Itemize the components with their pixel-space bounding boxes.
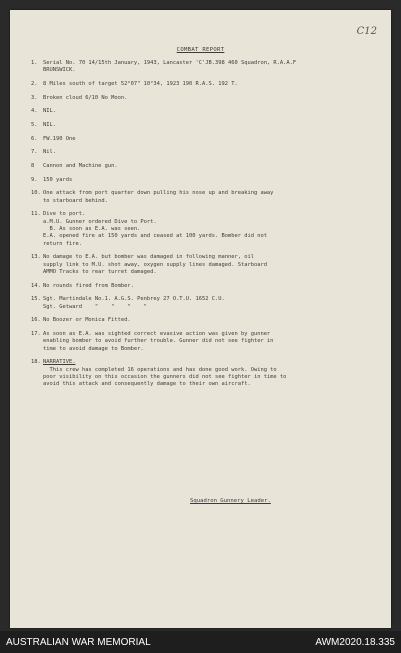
item-number: 8 bbox=[31, 163, 35, 170]
item-number: 10. bbox=[31, 190, 41, 197]
item-number: 3. bbox=[31, 94, 38, 101]
item-heading: NARRATIVE. bbox=[43, 359, 76, 366]
item-number: 11. bbox=[31, 211, 41, 218]
report-item bbox=[31, 331, 377, 353]
footer-bar bbox=[0, 631, 401, 653]
item-line: E.A. opened fire at 150 yards and ceased at 100 yards. Bomber did not bbox=[43, 233, 267, 240]
item-text bbox=[43, 81, 377, 88]
item-line: a.M.U. Gunner ordered Dive to Port. bbox=[43, 218, 157, 225]
item-text bbox=[43, 331, 377, 353]
item-line: Dive to port. bbox=[43, 211, 86, 218]
report-item bbox=[31, 136, 377, 143]
item-line: 150 yards bbox=[43, 176, 73, 183]
item-text bbox=[43, 108, 377, 115]
report-item bbox=[31, 122, 377, 129]
item-number: 4. bbox=[31, 108, 38, 115]
item-line: time to avoid damage to Bomber. bbox=[43, 345, 144, 352]
item-number: 5. bbox=[31, 122, 38, 129]
item-number: 1. bbox=[31, 60, 38, 66]
item-text bbox=[43, 254, 377, 276]
item-line: to starboard behind. bbox=[43, 197, 108, 204]
item-line: FW.190 One bbox=[43, 135, 76, 142]
report-item bbox=[31, 163, 377, 170]
item-text bbox=[43, 359, 377, 388]
item-line: return fire. bbox=[43, 240, 82, 247]
item-line: AMMO Tracks to rear turret damaged. bbox=[43, 268, 157, 275]
report-item bbox=[31, 190, 377, 205]
report-item bbox=[31, 317, 377, 324]
item-line: supply link to M.U. shot away, oxygen supply lines damaged. Starboard bbox=[43, 261, 267, 268]
item-line: avoid this attack and consequently damage to their own aircraft. bbox=[43, 381, 251, 388]
item-number: 16. bbox=[31, 317, 41, 324]
item-text bbox=[43, 317, 377, 324]
page-title: COMBAT REPORT bbox=[176, 47, 225, 53]
item-line: B. As soon as E.A. was seen. bbox=[43, 226, 141, 233]
item-text bbox=[43, 136, 377, 143]
item-line: This crew has completed 16 operations and has done good work. Owing to bbox=[43, 366, 277, 373]
corner-mark: C12 bbox=[356, 26, 377, 37]
footer-institution: AUSTRALIAN WAR MEMORIAL bbox=[6, 636, 151, 648]
item-text bbox=[43, 60, 377, 75]
report-items bbox=[31, 60, 377, 395]
item-text bbox=[43, 190, 377, 205]
item-line: As soon as E.A. was sighted correct evasive action was given by gunner bbox=[43, 330, 271, 337]
report-item bbox=[31, 296, 377, 311]
item-number: 9. bbox=[31, 176, 38, 183]
item-number: 7. bbox=[31, 149, 38, 156]
item-number: 18. bbox=[31, 359, 41, 366]
item-number: 2. bbox=[31, 80, 38, 87]
footer-accession-number: AWM2020.18.335 bbox=[315, 636, 395, 648]
report-item bbox=[31, 149, 377, 156]
report-item bbox=[31, 359, 377, 388]
item-text bbox=[43, 122, 377, 129]
report-item bbox=[31, 81, 377, 88]
report-item bbox=[31, 254, 377, 276]
item-line: poor visibility on this occasion the gunners did not see fighter in time to bbox=[43, 373, 287, 380]
item-text bbox=[43, 296, 377, 311]
item-line: Sgt. Getward " " " " bbox=[43, 303, 147, 310]
item-text bbox=[43, 211, 377, 247]
report-item bbox=[31, 95, 377, 102]
item-line: Nil. bbox=[43, 149, 56, 156]
report-item bbox=[31, 211, 377, 247]
item-line: Serial No. 70 14/15th January, 1943, Lancaster 'C'JB.398 460 Squadron, R.A.A.F bbox=[43, 60, 297, 66]
item-number: 14. bbox=[31, 282, 41, 289]
report-item bbox=[31, 283, 377, 290]
item-line: No rounds fired from Bomber. bbox=[43, 282, 134, 289]
item-line: No Boozer or Monica Fitted. bbox=[43, 317, 131, 324]
item-number: 17. bbox=[31, 330, 41, 337]
item-number: 13. bbox=[31, 254, 41, 261]
item-line: enabling bomber to avoid further trouble. Gunner did not see fighter in bbox=[43, 338, 274, 345]
item-text bbox=[43, 149, 377, 156]
report-item bbox=[31, 60, 377, 75]
item-number: 15. bbox=[31, 296, 41, 303]
item-line: BRUNSWICK. bbox=[43, 67, 76, 74]
item-text bbox=[43, 283, 377, 290]
item-line: NIL. bbox=[43, 122, 56, 129]
item-line: One attack from port quarter down pulling his nose up and breaking away bbox=[43, 190, 274, 197]
item-number: 6. bbox=[31, 135, 38, 142]
document-page bbox=[10, 10, 391, 628]
item-text bbox=[43, 163, 377, 170]
item-line: Cannon and Machine gun. bbox=[43, 163, 118, 170]
item-line: 8 Miles south of target 52°07" 10°34, 1923 190 R.A.S. 192 T. bbox=[43, 80, 238, 87]
item-text bbox=[43, 95, 377, 102]
item-line: Sgt. Martindale No.1. A.G.S. Penbrey 27 O.T.U. 1652 C.U. bbox=[43, 296, 225, 303]
report-item bbox=[31, 108, 377, 115]
item-line: Broken cloud 6/10 No Moon. bbox=[43, 94, 128, 101]
item-line: No damage to E.A. but bomber was damaged in following manner, oil bbox=[43, 254, 254, 261]
signature: Squadron Gunnery Leader. bbox=[190, 498, 271, 504]
item-line: NIL. bbox=[43, 108, 56, 115]
item-text bbox=[43, 177, 377, 184]
report-item bbox=[31, 177, 377, 184]
